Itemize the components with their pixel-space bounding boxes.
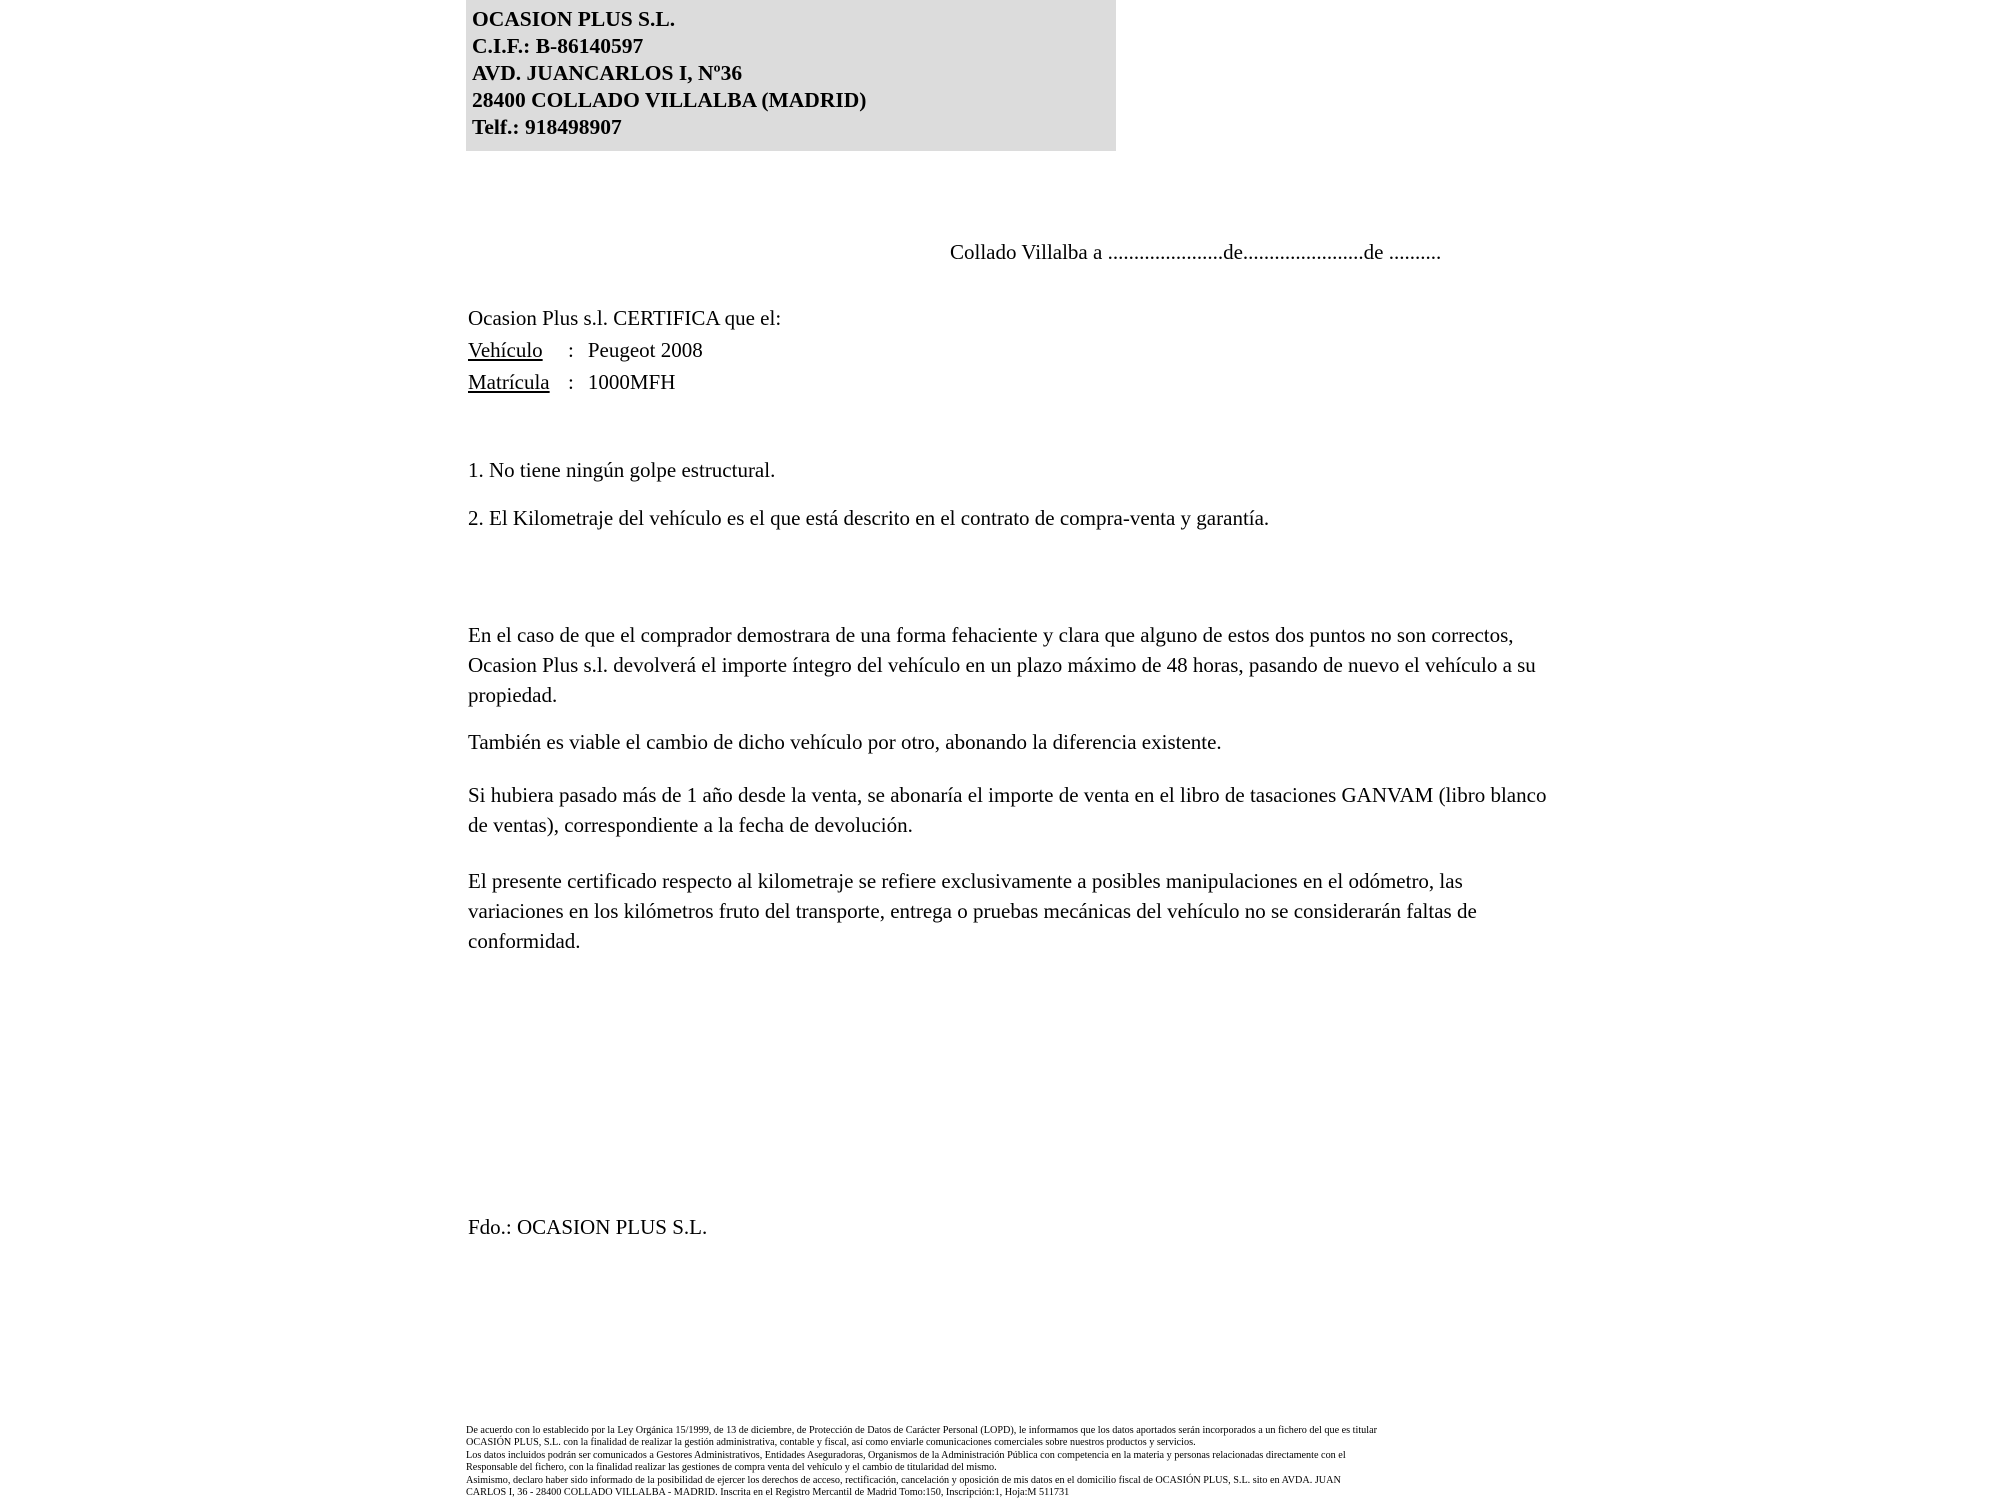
legal-block2-line2: Responsable del fichero, con la finalidad realizar las gestiones de compra venta del vehículo y el cambio de titularidad del mismo. xyxy=(466,1462,997,1474)
point-item-2: 2. El Kilometraje del vehículo es el que está descrito en el contrato de compra-venta y garantía. xyxy=(468,506,1270,530)
plate-separator: : xyxy=(568,370,574,394)
company-name: OCASION PLUS S.L. xyxy=(472,7,676,31)
vehicle-separator: : xyxy=(568,338,574,362)
paragraph-exchange-option: También es viable el cambio de dicho vehículo por otro, abonando la diferencia existente. xyxy=(468,730,1222,754)
legal-footer xyxy=(466,1425,1552,1499)
paragraph-odometer-scope: El presente certificado respecto al kilometraje se refiere exclusivamente a posibles manipulaciones en el odómetro, las variaciones en los kilómetros fruto del transporte, entrega o pruebas mecánicas del vehículo no se considerarán faltas de conformidad. xyxy=(468,869,1477,953)
certification-intro: Ocasion Plus s.l. CERTIFICA que el: xyxy=(468,306,782,330)
legal-block2-line1: Los datos incluidos podrán ser comunicados a Gestores Administrativos, Entidades Aseguradoras, Organismos de la Administración Pública con competencia en la materia y personas relacionadas directamente con el xyxy=(466,1449,1346,1461)
legal-block3-line1: Asimismo, declaro haber sido informado de la posibilidad de ejercer los derechos de acceso, rectificación, cancelación y oposición de mis datos en el domicilio fiscal de OCASIÓN PLUS, S.L. sito en AVDA. JUAN xyxy=(466,1474,1341,1486)
vehicle-label: Vehículo xyxy=(468,338,543,362)
plate-row xyxy=(468,366,781,398)
paragraph-refund-terms: En el caso de que el comprador demostrara de una forma fehaciente y clara que alguno de estos dos puntos no son correctos, Ocasion Plus s.l. devolverá el importe íntegro del vehículo en un plazo máximo de 48 horas, pasando de nuevo el vehículo a su propiedad. xyxy=(468,623,1536,707)
legal-block3-line2: CARLOS I, 36 - 28400 COLLADO VILLALBA - MADRID. Inscrita en el Registro Mercantil de Madrid Tomo:150, Inscripción:1, Hoja:M 511731 xyxy=(466,1487,1070,1499)
certification-block xyxy=(468,302,781,398)
letterhead-block xyxy=(466,0,1116,151)
company-address-street: AVD. JUANCARLOS I, Nº36 xyxy=(472,61,743,85)
paragraph-ganvam-valuation: Si hubiera pasado más de 1 año desde la venta, se abonaría el importe de venta en el libro de tasaciones GANVAM (libro blanco de ventas), correspondiente a la fecha de devolución. xyxy=(468,783,1547,837)
company-cif: C.I.F.: B-86140597 xyxy=(472,34,644,58)
date-line: Collado Villalba a ......................de.......................de .......... xyxy=(950,240,1442,264)
vehicle-value: Peugeot 2008 xyxy=(587,338,703,362)
company-phone: Telf.: 918498907 xyxy=(472,115,622,139)
plate-label: Matrícula xyxy=(468,370,550,394)
legal-block1-line2: OCASIÓN PLUS, S.L. con la finalidad de realizar la gestión administrativa, contable y fiscal, así como enviarle comunicaciones comerciales sobre nuestros productos y servicios. xyxy=(466,1437,1196,1449)
company-address-city: 28400 COLLADO VILLALBA (MADRID) xyxy=(472,88,867,112)
signature-line: Fdo.: OCASION PLUS S.L. xyxy=(468,1215,708,1239)
plate-value: 1000MFH xyxy=(587,370,676,394)
point-item-1: 1. No tiene ningún golpe estructural. xyxy=(468,458,776,482)
vehicle-row xyxy=(468,334,781,366)
legal-block1-line1: De acuerdo con lo establecido por la Ley Orgánica 15/1999, de 13 de diciembre, de Protección de Datos de Carácter Personal (LOPD), le informamos que los datos aportados serán incorporados a un fichero del que es titular xyxy=(466,1425,1378,1436)
